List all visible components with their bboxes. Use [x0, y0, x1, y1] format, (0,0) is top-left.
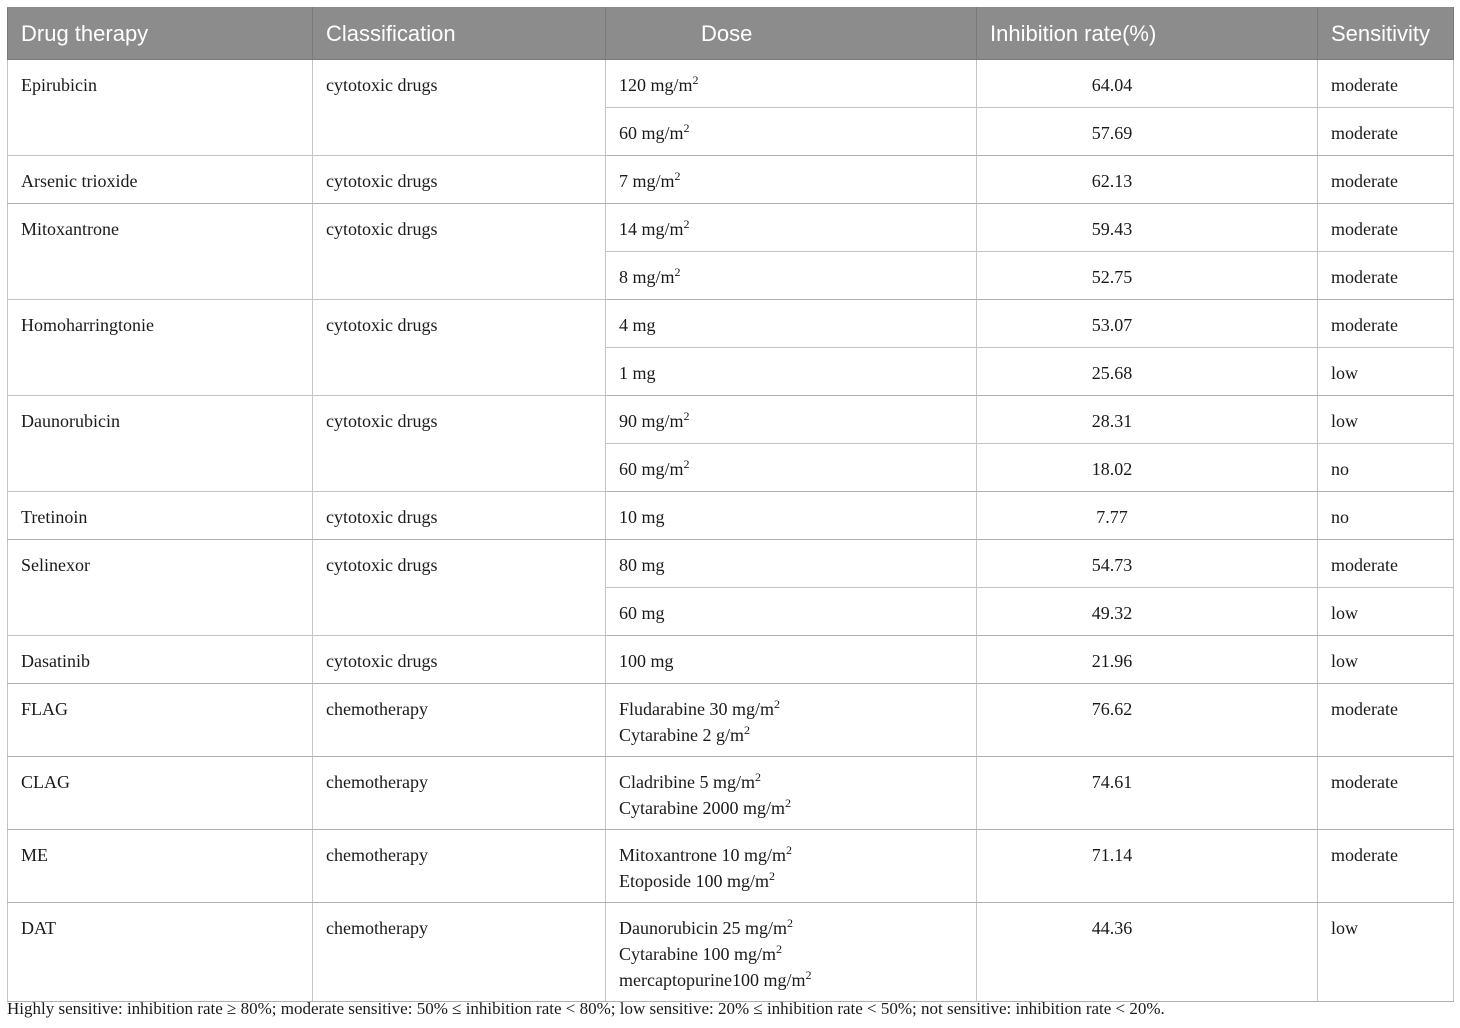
cell-inhibition-rate: 18.02	[977, 444, 1318, 492]
cell-classification: cytotoxic drugs	[313, 492, 606, 540]
dose-line	[619, 360, 963, 386]
cell-dose	[606, 903, 977, 1002]
cell-dose	[606, 757, 977, 830]
cell-sensitivity: moderate	[1318, 60, 1454, 108]
cell-sensitivity: low	[1318, 903, 1454, 1002]
cell-inhibition-rate: 59.43	[977, 204, 1318, 252]
dose-line	[619, 504, 963, 530]
cell-inhibition-rate: 52.75	[977, 252, 1318, 300]
dose-text: 14 mg/m	[619, 219, 684, 239]
dose-line	[619, 216, 963, 242]
dose-line	[619, 72, 963, 98]
table-row	[8, 204, 1454, 252]
cell-inhibition-rate: 53.07	[977, 300, 1318, 348]
table-row	[8, 684, 1454, 757]
cell-sensitivity: moderate	[1318, 300, 1454, 348]
cell-sensitivity: low	[1318, 636, 1454, 684]
dose-text: Cytarabine 2 g/m	[619, 725, 744, 745]
dose-text: Cytarabine 2000 mg/m	[619, 798, 785, 818]
table-row	[8, 60, 1454, 108]
cell-drug-therapy: Mitoxantrone	[8, 204, 313, 300]
cell-sensitivity: low	[1318, 588, 1454, 636]
cell-drug-therapy: Dasatinib	[8, 636, 313, 684]
cell-inhibition-rate: 28.31	[977, 396, 1318, 444]
dose-text: Mitoxantrone 10 mg/m	[619, 845, 786, 865]
cell-dose	[606, 830, 977, 903]
dose-line	[619, 264, 963, 290]
dose-text: 60 mg/m	[619, 123, 684, 143]
table-row	[8, 830, 1454, 903]
cell-sensitivity: moderate	[1318, 204, 1454, 252]
dose-line	[619, 600, 963, 626]
cell-classification: chemotherapy	[313, 903, 606, 1002]
dose-exponent: 2	[683, 409, 690, 423]
table-row	[8, 903, 1454, 1002]
cell-drug-therapy: Tretinoin	[8, 492, 313, 540]
dose-text: mercaptopurine100 mg/m	[619, 970, 806, 990]
dose-exponent: 2	[769, 869, 775, 883]
table-footnote: Highly sensitive: inhibition rate ≥ 80%; moderate sensitive: 50% ≤ inhibition rate < 80%; low sensitive: 20% ≤ inhibition rate < 50%; not sensitive: inhibition rate < 20%.	[7, 999, 1165, 1018]
cell-sensitivity: low	[1318, 348, 1454, 396]
cell-dose	[606, 540, 977, 588]
dose-text: 60 mg	[619, 603, 665, 623]
dose-text: 100 mg	[619, 651, 674, 671]
dose-text: 120 mg/m	[619, 75, 693, 95]
cell-classification: cytotoxic drugs	[313, 60, 606, 156]
cell-dose	[606, 636, 977, 684]
dose-line	[619, 915, 963, 941]
dose-exponent: 2	[683, 121, 690, 135]
table-row	[8, 300, 1454, 348]
cell-inhibition-rate: 74.61	[977, 757, 1318, 830]
cell-inhibition-rate: 71.14	[977, 830, 1318, 903]
dose-exponent: 2	[683, 217, 690, 231]
table-row	[8, 492, 1454, 540]
dose-line	[619, 456, 963, 482]
dose-exponent: 2	[674, 169, 681, 183]
dose-exponent: 2	[773, 697, 780, 711]
cell-sensitivity: moderate	[1318, 108, 1454, 156]
cell-dose	[606, 684, 977, 757]
cell-drug-therapy: ME	[8, 830, 313, 903]
dose-exponent: 2	[683, 457, 690, 471]
dose-line	[619, 795, 963, 821]
cell-sensitivity: moderate	[1318, 156, 1454, 204]
cell-drug-therapy: DAT	[8, 903, 313, 1002]
cell-classification: cytotoxic drugs	[313, 540, 606, 636]
table-row	[8, 636, 1454, 684]
cell-classification: cytotoxic drugs	[313, 396, 606, 492]
dose-exponent: 2	[775, 942, 782, 956]
cell-dose	[606, 60, 977, 108]
dose-line	[619, 722, 963, 748]
cell-classification: cytotoxic drugs	[313, 300, 606, 396]
cell-dose	[606, 588, 977, 636]
cell-sensitivity: no	[1318, 444, 1454, 492]
cell-sensitivity: moderate	[1318, 830, 1454, 903]
dose-text: Daunorubicin 25 mg/m	[619, 918, 787, 938]
header-drug-therapy: Drug therapy	[8, 8, 313, 60]
dose-exponent: 2	[805, 968, 812, 982]
cell-classification: chemotherapy	[313, 830, 606, 903]
cell-drug-therapy: Selinexor	[8, 540, 313, 636]
table-body	[8, 60, 1454, 1002]
cell-sensitivity: low	[1318, 396, 1454, 444]
cell-drug-therapy: CLAG	[8, 757, 313, 830]
dose-text: Cladribine 5 mg/m	[619, 772, 755, 792]
cell-inhibition-rate: 25.68	[977, 348, 1318, 396]
cell-sensitivity: no	[1318, 492, 1454, 540]
header-inhibition-rate: Inhibition rate(%)	[977, 8, 1318, 60]
dose-text: 80 mg	[619, 555, 665, 575]
dose-exponent: 2	[786, 916, 793, 930]
cell-inhibition-rate: 57.69	[977, 108, 1318, 156]
cell-dose	[606, 492, 977, 540]
cell-classification: chemotherapy	[313, 757, 606, 830]
cell-classification: chemotherapy	[313, 684, 606, 757]
cell-inhibition-rate: 76.62	[977, 684, 1318, 757]
dose-line	[619, 168, 963, 194]
dose-text: 60 mg/m	[619, 459, 684, 479]
dose-exponent: 2	[754, 770, 761, 784]
cell-sensitivity: moderate	[1318, 684, 1454, 757]
cell-sensitivity: moderate	[1318, 252, 1454, 300]
table-row	[8, 540, 1454, 588]
dose-text: 7 mg/m	[619, 171, 675, 191]
dose-line	[619, 967, 963, 993]
header-sensitivity: Sensitivity	[1318, 8, 1454, 60]
cell-inhibition-rate: 54.73	[977, 540, 1318, 588]
table-row	[8, 396, 1454, 444]
cell-inhibition-rate: 44.36	[977, 903, 1318, 1002]
header-row	[8, 8, 1454, 60]
dose-exponent: 2	[692, 73, 699, 87]
dose-line	[619, 120, 963, 146]
cell-dose	[606, 156, 977, 204]
cell-drug-therapy: Epirubicin	[8, 60, 313, 156]
dose-text: 4 mg	[619, 315, 656, 335]
cell-dose	[606, 252, 977, 300]
dose-line	[619, 408, 963, 434]
dose-line	[619, 552, 963, 578]
dose-text: Etoposide 100 mg/m	[619, 871, 769, 891]
cell-sensitivity: moderate	[1318, 757, 1454, 830]
cell-classification: cytotoxic drugs	[313, 204, 606, 300]
cell-inhibition-rate: 64.04	[977, 60, 1318, 108]
dose-exponent: 2	[674, 265, 681, 279]
cell-sensitivity: moderate	[1318, 540, 1454, 588]
dose-line	[619, 868, 963, 894]
cell-dose	[606, 396, 977, 444]
dose-line	[619, 312, 963, 338]
table-header	[8, 8, 1454, 60]
dose-text: 90 mg/m	[619, 411, 684, 431]
table-row	[8, 156, 1454, 204]
cell-drug-therapy: Arsenic trioxide	[8, 156, 313, 204]
cell-inhibition-rate: 49.32	[977, 588, 1318, 636]
cell-inhibition-rate: 21.96	[977, 636, 1318, 684]
cell-classification: cytotoxic drugs	[313, 636, 606, 684]
dose-line	[619, 941, 963, 967]
table-row	[8, 757, 1454, 830]
dose-text: 8 mg/m	[619, 267, 675, 287]
cell-dose	[606, 348, 977, 396]
header-dose: Dose	[606, 8, 977, 60]
drug-table-container	[7, 7, 1453, 1002]
cell-inhibition-rate: 62.13	[977, 156, 1318, 204]
dose-exponent: 2	[743, 723, 750, 737]
cell-drug-therapy: Homoharringtonie	[8, 300, 313, 396]
cell-dose	[606, 204, 977, 252]
dose-text: Fludarabine 30 mg/m	[619, 699, 774, 719]
dose-line	[619, 842, 963, 868]
dose-line	[619, 696, 963, 722]
dose-text: Cytarabine 100 mg/m	[619, 944, 776, 964]
dose-text: 1 mg	[619, 363, 656, 383]
dose-line	[619, 769, 963, 795]
drug-sensitivity-table	[7, 7, 1454, 1002]
cell-classification: cytotoxic drugs	[313, 156, 606, 204]
cell-dose	[606, 444, 977, 492]
cell-dose	[606, 300, 977, 348]
dose-text: 10 mg	[619, 507, 665, 527]
dose-exponent: 2	[784, 796, 791, 810]
dose-exponent: 2	[785, 843, 792, 857]
dose-line	[619, 648, 963, 674]
cell-drug-therapy: Daunorubicin	[8, 396, 313, 492]
cell-drug-therapy: FLAG	[8, 684, 313, 757]
header-classification: Classification	[313, 8, 606, 60]
cell-dose	[606, 108, 977, 156]
cell-inhibition-rate: 7.77	[977, 492, 1318, 540]
